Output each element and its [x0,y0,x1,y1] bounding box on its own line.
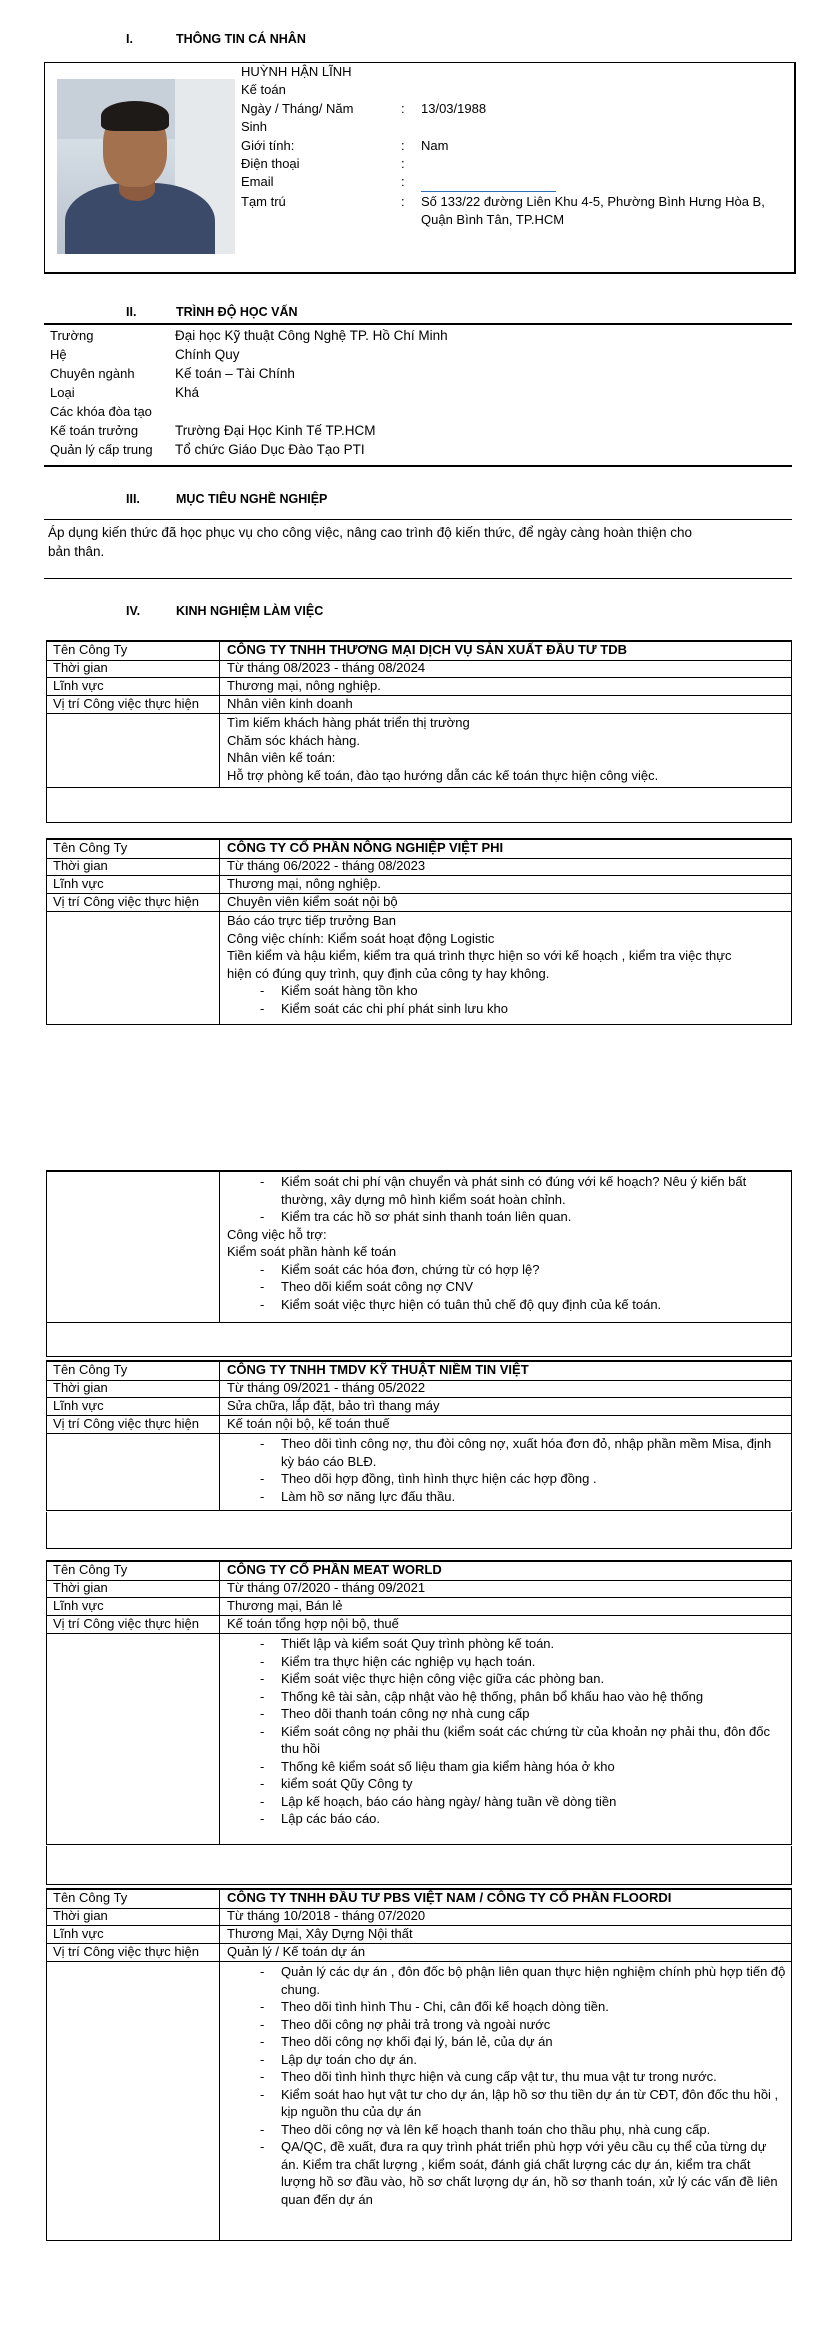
job-separator-2 [46,1322,792,1357]
bullet-item: - QA/QC, đề xuất, đưa ra quy trình phát triển phù hợp với yêu cầu cụ thể của từng dự án. Kiểm tra chất lượng , kiểm soát, đánh giá chất lượng các dự án, kiểm tra chất lượng hồ sơ đầu vào, hồ sơ chất lượng dự án, hồ sơ thanh toán, xử lý các vấn đề liên quan đến dự án [227,2138,787,2208]
description-line: Hỗ trợ phòng kế toán, đào tạo hướng dẫn các kế toán thực hiện công việc. [227,767,659,783]
education-value: Chính Quy [175,347,240,362]
job1-desc-row [46,714,792,788]
bullet-item: - Kiểm soát công nợ phải thu (kiểm soát các chứng từ của khoản nợ phải thu, đôn đốc thu hồi [227,1723,787,1758]
job-separator-1 [46,788,792,823]
job5-field-row: Lĩnh vực Thương Mại, Xây Dựng Nội thất [46,1926,792,1944]
job3-desc-row [46,1434,792,1511]
job3-description [227,1435,787,1505]
personal-info-box [44,62,796,274]
bullet-item: - Kiểm soát hao hụt vật tư cho dự án, lập hồ sơ thu tiền dự án từ CĐT, đôn đốc thu hồi , kịp nguồn thu của dự án [227,2086,787,2121]
job2-desc-row [46,912,792,1025]
education-top-rule [44,323,792,325]
objective-bottom-rule [44,578,792,579]
job2-field-row: Lĩnh vực Thương mại, nông nghiệp. [46,876,792,894]
education-label: Trường [50,328,94,343]
bullet-item: - Theo dõi hợp đồng, tình hình thực hiện các hợp đồng . [227,1470,787,1488]
bullet-item: - Làm hồ sơ năng lực đấu thầu. [227,1488,787,1506]
bullet-list [227,982,787,1017]
objective-text-2: bản thân. [48,544,105,559]
section-personal-heading: I. THÔNG TIN CÁ NHÂN [126,32,306,46]
section-experience-heading: IV. KINH NGHIỆM LÀM VIỆC [126,604,324,618]
bullet-item: - Theo dõi thanh toán công nợ nhà cung cấp [227,1705,787,1723]
education-value: Kế toán – Tài Chính [175,366,295,381]
bullet-item: - Theo dõi kiểm soát công nợ CNV [227,1278,787,1296]
email-link-underline[interactable] [421,191,556,192]
education-value: Khá [175,385,200,400]
job1-company-row: Tên Công Ty CÔNG TY TNHH THƯƠNG MẠI DỊCH VỤ SẢN XUẤT ĐẦU TƯ TDB [46,640,792,661]
bullet-item: - Kiểm tra các hồ sơ phát sinh thanh toán liên quan. [227,1208,787,1226]
bullet-item: - Kiểm soát các chi phí phát sinh lưu kho [227,1000,787,1018]
description-line: Công việc chính: Kiểm soát hoạt động Logistic [227,930,495,946]
job2-time-row: Thời gian Từ tháng 06/2022 - tháng 08/2023 [46,858,792,876]
job5-description [227,1963,787,2208]
profile-photo [57,79,235,254]
job4-role-row: Vị trí Công việc thực hiện Kế toán tổng hợp nội bộ, thuế [46,1616,792,1634]
bullet-item: - Kiểm soát chi phí vận chuyển và phát sinh có đúng với kế hoạch? Nêu ý kiến bất thường, xây dựng mô hình kiểm soát hoàn chỉnh. [227,1173,787,1208]
bullet-list [227,1963,787,2208]
bullet-item: - Quản lý các dự án , đôn đốc bộ phận liên quan thực hiện nghiệm chính phù hợp tiến độ chung. [227,1963,787,1998]
bullet-item: - Kiểm soát việc thực hiện có tuân thủ chế độ quy định của kế toán. [227,1296,787,1314]
bullet-item: - Theo dõi công nợ phải trả trong và ngoài nước [227,2016,787,2034]
bullet-item: - Lập các báo cáo. [227,1810,787,1828]
education-value: Trường Đại Học Kinh Tế TP.HCM [175,423,376,438]
job2-description [227,912,787,1017]
job2-role-row: Vị trí Công việc thực hiện Chuyên viên kiểm soát nội bộ [46,894,792,912]
job2-company-row: Tên Công Ty CÔNG TY CỔ PHẦN NÔNG NGHIỆP VIỆT PHI [46,838,792,859]
job4-desc-row [46,1634,792,1845]
education-label: Kế toán trưởng [50,423,139,438]
job1-time-row: Thời gian Từ tháng 08/2023 - tháng 08/2024 [46,660,792,678]
description-line: hiện có đúng quy trình, quy định của công ty hay không. [227,965,550,981]
bullet-item: - Lập dự toán cho dự án. [227,2051,787,2069]
bullet-item: - Theo dõi tình hình thực hiện và cung cấp vật tư, thu mua vật tư trong nước. [227,2068,787,2086]
education-label: Chuyên ngành [50,366,135,381]
bullet-list [227,1261,787,1314]
job5-role-row: Vị trí Công việc thực hiện Quản lý / Kế toán dự án [46,1944,792,1962]
job4-description [227,1635,787,1828]
bullet-list [227,1173,787,1226]
job3-role-row: Vị trí Công việc thực hiện Kế toán nội bộ, kế toán thuế [46,1416,792,1434]
job3-company-row: Tên Công Ty CÔNG TY TNHH TMDV KỸ THUẬT NIỀM TIN VIỆT [46,1360,792,1381]
job4-company-row: Tên Công Ty CÔNG TY CỔ PHẦN MEAT WORLD [46,1560,792,1581]
job5-time-row: Thời gian Từ tháng 10/2018 - tháng 07/2020 [46,1908,792,1926]
description-line: Kiểm soát phần hành kế toán [227,1244,397,1259]
job1-role-row: Vị trí Công việc thực hiện Nhân viên kinh doanh [46,696,792,714]
section-education-heading: II. TRÌNH ĐỘ HỌC VẤN [126,305,298,319]
bullet-item: - kiểm soát Qũy Công ty [227,1775,787,1793]
bullet-item: - Kiểm soát việc thực hiện công việc giữa các phòng ban. [227,1670,787,1688]
description-line: Nhân viên kế toán: [227,750,336,765]
description-line: Chăm sóc khách hàng. [227,732,360,748]
job5-company-row: Tên Công Ty CÔNG TY TNHH ĐẦU TƯ PBS VIỆT NAM / CÔNG TY CỔ PHẦN FLOORDI [46,1888,792,1909]
job3-time-row: Thời gian Từ tháng 09/2021 - tháng 05/2022 [46,1380,792,1398]
education-value: Tổ chức Giáo Dục Đào Tạo PTI [175,442,365,457]
bullet-item: - Lập kế hoạch, báo cáo hàng ngày/ hàng tuần về dòng tiền [227,1793,787,1811]
job5-desc-row [46,1962,792,2241]
bullet-list [227,1635,787,1828]
objective-text-1: Áp dụng kiến thức đã học phục vụ cho công việc, nâng cao trình độ kiến thức, để ngày càng hoàn thiện cho [48,525,693,540]
education-label: Các khóa đòa tạo [50,404,152,419]
job-separator-3 [46,1512,792,1549]
bullet-item: - Kiểm soát các hóa đơn, chứng từ có hợp lệ? [227,1261,787,1279]
job3-field-row: Lĩnh vực Sửa chữa, lắp đặt, bảo trì thang máy [46,1398,792,1416]
bullet-item: - Theo dõi tình công nợ, thu đòi công nợ, xuất hóa đơn đỏ, nhập phần mềm Misa, định kỳ báo cáo BLĐ. [227,1435,787,1470]
description-line: Báo cáo trực tiếp trưởng Ban [227,913,397,928]
job4-field-row: Lĩnh vực Thương mại, Bán lẻ [46,1598,792,1616]
bullet-item: - Thống kê tài sản, cập nhật vào hệ thống, phân bổ khấu hao vào hệ thống [227,1688,787,1706]
education-label: Quản lý cấp trung [50,442,153,457]
resume-page: I. THÔNG TIN CÁ NHÂN HUỲNH HẬN LĨNH Kế toán Ngày / Tháng/ Năm : 13/03/1988 Sinh Giới tính: : Nam Điện thoại : Email : Tạm trú : Số 133/22 đường Liên Khu 4-5, Phường Bình Hưng Hòa B, Quận Bình Tân, TP.HCM II. TRÌNH ĐỘ HỌC VẤN Trường Đại học Kỹ thuật Công Nghệ TP. Hồ Chí Minh Hệ Chính Quy Chuyên ngành Kế toán – Tài Chính Loại Khá Các khóa đòa tạo Kế toán trưởng Trường Đại Học Kinh Tế TP.HCM Quản lý cấp trung Tổ chức Giáo Dục Đào Tạo PTI III. MỤC TIÊU NGHỀ NGHIỆP Áp dụng kiến thức đã học phục vụ cho công việc, nâng cao trình độ kiến thức, để ngày càng hoàn thiện cho bản thân. IV. KINH NGHIỆM LÀM VIỆC Tên Công Ty CÔNG TY TNHH THƯƠNG MẠI DỊCH VỤ SẢN XUẤT ĐẦU TƯ TDB Thời gian Từ tháng 08/2023 - tháng 08/2024 Lĩnh vực Thương mại, nông nghiệp. Vị trí Công việc thực hiện Nhân viên kinh doanh Tìm kiếm khách hàng phát triển thị trường Chăm sóc khách hàng. Nhân viên kế toán: Hỗ trợ phòng kế toán, đào tạo hướng dẫn các kế toán thực hiện công việc. Tên Công Ty CÔNG TY CỔ PHẦN NÔNG NGHIỆP VIỆT PHI Thời gian Từ tháng 06/2022 - tháng 08/2023 Lĩnh vực Thương mại, nông nghiệp. Vị trí Công việc thực hiện Chuyên viên kiểm soát nội bộ Báo cáo trực tiếp trưởng Ban Công việc chính: Kiểm soát hoạt động Logistic Tiền kiểm và hậu kiểm, kiểm tra quá trình thực hiện so với kế hoạch , kiểm tra việc thực hiện có đúng quy trình, quy định của công ty hay không. - Kiểm soát hàng tồn kho - Kiểm soát các chi phí phát sinh lưu kho - Kiểm soát chi phí vận chuyển và phát sinh có đúng với kế hoạch? Nêu ý kiến bất thường, xây dựng mô hình kiểm soát hoàn chỉnh. - Kiểm tra các hồ sơ phát sinh thanh toán liên quan. Công việc hỗ trợ: Kiểm soát phần hành kế toán - Kiểm soát các hóa đơn, chứng từ có hợp lệ? - Theo dõi kiểm soát công nợ CNV - Kiểm soát việc thực hiện có tuân thủ chế độ quy định của kế toán. Tên Công Ty CÔNG TY TNHH TMDV KỸ THUẬT NIỀM TIN VIỆT Thời gian Từ tháng 09/2021 - tháng 05/2022 Lĩnh vực Sửa chữa, lắp đặt, bảo trì thang máy Vị trí Công việc thực hiện Kế toán nội bộ, kế toán thuế - Theo dõi tình công nợ, thu đòi công nợ, xuất hóa đơn đỏ, nhập phần mềm Misa, định kỳ báo cáo BLĐ. - Theo dõi hợp đồng, tình hình thực hiện các hợp đồng . - Làm hồ sơ năng lực đấu thầu. Tên Công Ty CÔNG TY CỔ PHẦN MEAT WORLD Thời gian Từ tháng 07/2020 - tháng 09/2021 Lĩnh vực Thương mại, Bán lẻ Vị trí Công việc thực hiện Kế toán tổng hợp nội bộ, thuế - Thiết lập và kiểm soát Quy trình phòng kế toán. - Kiểm tra thực hiện các nghiệp vụ hạch toán. - Kiểm soát việc thực hiện công việc giữa các phòng ban. - Thống kê tài sản, cập nhật vào hệ thống, phân bổ khấu hao vào hệ thống - Theo dõi thanh toán công nợ nhà cung cấp - Kiểm soát công nợ phải thu (kiểm soát các chứng từ của khoản nợ phải thu, đôn đốc thu hồi - Thống kê kiểm soát số liệu tham gia kiểm hàng hóa ở kho - kiểm soát Qũy Công ty - Lập kế hoạch, báo cáo hàng ngày/ hàng tuần về dòng tiền - Lập các báo cáo. Tên Công Ty CÔNG TY TNHH ĐẦU TƯ PBS VIỆT NAM / CÔNG TY CỔ PHẦN FLOORDI Thời gian Từ tháng 10/2018 - tháng 07/2020 Lĩnh vực Thương Mại, Xây Dựng Nội thất Vị trí Công việc thực hiện Quản lý / Kế toán dự án - Quản lý các dự án , đôn đốc bộ phận liên quan thực hiện nghiệm chính phù hợp tiến độ chung. - Theo dõi tình hình Thu - Chi, cân đối kế hoạch dòng tiền. - Theo dõi công nợ phải trả trong và ngoài nước - Theo dõi công nợ khối đại lý, bán lẻ, của dự án - Lập dự toán cho dự án. - Theo dõi tình hình thực hiện và cung cấp vật tư, thu mua vật tư trong nước. - Kiểm soát hao hụt vật tư cho dự án, lập hồ sơ thu tiền dự án từ CĐT, đôn đốc thu hồi , kịp nguồn thu của dự án - Theo dõi công nợ và lên kế hoạch thanh toán cho thầu phụ, nhà cung cấp. - QA/QC, đề xuất, đưa ra quy trình phát triển phù hợp với yêu cầu cụ thể của từng dự án. Kiểm tra chất lượng , kiểm soát, đánh giá chất lượng các dự án, kiểm tra chất lượng hồ sơ đầu vào, hồ sơ chất lượng dự án, hồ sơ thanh toán, xử lý các vấn đề liên quan đến dự án [0,0,827,2340]
description-line: Tìm kiếm khách hàng phát triển thị trường [227,715,470,730]
bullet-item: - Thiết lập và kiểm soát Quy trình phòng kế toán. [227,1635,787,1653]
objective-top-rule [44,519,792,520]
bullet-item: - Kiểm soát hàng tồn kho [227,982,787,1000]
description-line: Công việc hỗ trợ: [227,1226,327,1242]
section-objective-heading: III. MỤC TIÊU NGHỀ NGHIỆP [126,492,328,506]
bullet-item: - Kiểm tra thực hiện các nghiệp vụ hạch toán. [227,1653,787,1671]
bullet-item: - Theo dõi công nợ và lên kế hoạch thanh toán cho thầu phụ, nhà cung cấp. [227,2121,787,2139]
job-separator-4 [46,1846,792,1885]
education-label: Loại [50,385,75,400]
job2-description-continued [227,1173,787,1313]
job2-desc-cont-row [46,1170,792,1323]
job4-time-row: Thời gian Từ tháng 07/2020 - tháng 09/2021 [46,1580,792,1598]
education-value: Đại học Kỹ thuật Công Nghệ TP. Hồ Chí Minh [175,328,448,343]
bullet-item: - Thống kê kiểm soát số liệu tham gia kiểm hàng hóa ở kho [227,1758,787,1776]
job1-field-row: Lĩnh vực Thương mại, nông nghiệp. [46,678,792,696]
bullet-item: - Theo dõi tình hình Thu - Chi, cân đối kế hoạch dòng tiền. [227,1998,787,2016]
description-line: Tiền kiểm và hậu kiểm, kiểm tra quá trình thực hiện so với kế hoạch , kiểm tra việc thực [227,948,732,963]
bullet-item: - Theo dõi công nợ khối đại lý, bán lẻ, của dự án [227,2033,787,2051]
bullet-list [227,1435,787,1505]
education-label: Hệ [50,347,67,362]
education-bottom-rule [44,465,792,467]
job1-description [227,714,787,784]
